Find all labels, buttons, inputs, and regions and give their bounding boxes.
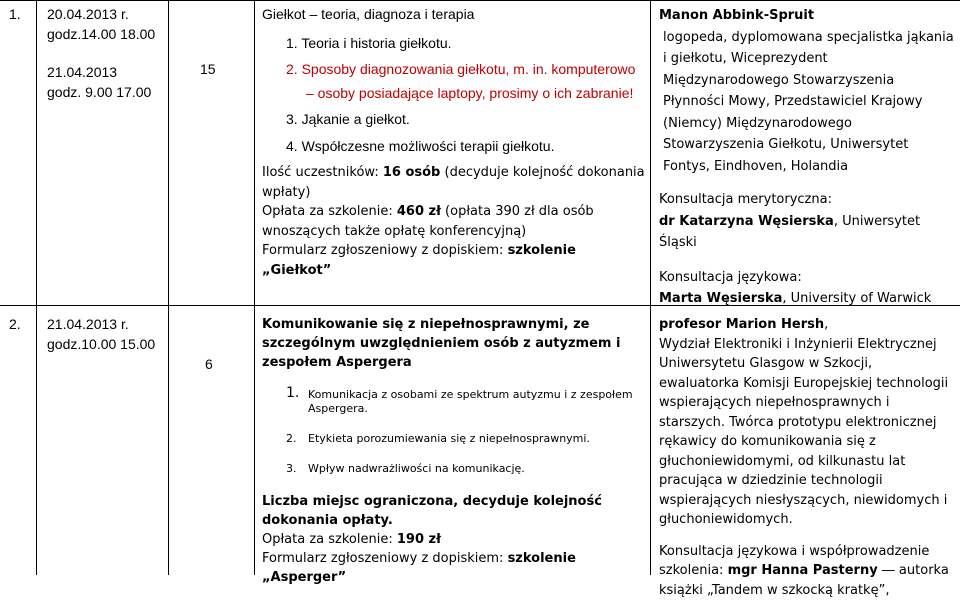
row2-hours: 6 <box>205 355 213 375</box>
row2-date1: 21.04.2013 r. <box>47 315 165 335</box>
row2-consult: Konsultacja językowa i współprowadzenie szkolenia: mgr Hanna Pasterny ― autorka książki „Tandem w szkocką kratkę”, <box>659 542 955 600</box>
row1-lecturer-desc: logopeda, dyplomowana specjalistka jąkania i giełkotu, Wiceprezydent Międzynarodowego Stowarzyszenia Płynności Mowy, Przedstawiciel Krajowy (Niemcy) Międzynarodowego Stowarzyszenia Giełkotu, Uniwersytet Fontys, Eindhoven, Holandia <box>659 27 955 178</box>
row2-title: Komunikowanie się z niepełnosprawnymi, ze szczególnym uwzględnieniem osób z autyzmem i zespołem Aspergera <box>262 315 646 372</box>
row2-fee: Opłata za szkolenie: 190 zł <box>262 530 646 549</box>
row2-topic-2: 2. Etykieta porozumiewania się z niepełnosprawnymi. <box>286 432 646 446</box>
row1-time2: godz. 9.00 17.00 <box>47 83 165 103</box>
row1-consult2-label: Konsultacja językowa: <box>659 267 955 289</box>
row2-limit: Liczba miejsc ograniczona, decyduje kolejność dokonania opłaty. <box>262 492 646 530</box>
row1-lecturer-cell <box>659 5 955 310</box>
row2-course <box>262 315 646 587</box>
row2-dates <box>47 315 165 354</box>
row2-number: 2. <box>9 315 21 335</box>
row1-hours: 15 <box>200 60 216 80</box>
col-border-3 <box>254 0 255 575</box>
row1-time1: godz.14.00 18.00 <box>47 25 165 45</box>
row2-lecturer-name: profesor Marion Hersh <box>659 317 824 332</box>
row1-title: Giełkot – teoria, diagnoza i terapia <box>262 5 646 25</box>
row1-number: 1. <box>9 5 21 25</box>
row2-lecturer: profesor Marion Hersh, <box>659 315 955 335</box>
row2-time1: godz.10.00 15.00 <box>47 335 165 355</box>
row1-participants: Ilość uczestników: 16 osób (decyduje kolejność dokonania wpłaty) <box>262 163 646 202</box>
row1-consult2: Marta Węsierska, University of Warwick <box>659 288 955 310</box>
row2-topic-3: 3. Wpływ nadwrażliwości na komunikację. <box>286 462 646 476</box>
row2-lecturer-desc: Wydział Elektroniki i Inżynierii Elektrycznej Uniwersytetu Glasgow w Szkocji, ewaluatorka Komisji Europejskiej technologii wspierających niepełnosprawnych i starszych. Twórca prototypu elektronicznej rękawicy do komunikowania się z głuchoniewidomymi, od kilkunastu lat pracująca w dziedzinie technologii wspierających niesłyszących, niewidomych i głuchoniewidomych. <box>659 335 955 530</box>
row1-course <box>262 5 646 280</box>
row1-date2: 21.04.2013 <box>47 63 165 83</box>
col-border-2 <box>168 0 169 575</box>
row1-lecturer-name: Manon Abbink-Spruit <box>659 5 955 27</box>
row1-consult1: dr Katarzyna Węsierska, Uniwersytet Śląski <box>659 211 955 254</box>
row1-topic-2: 2. Sposoby diagnozowania giełkotu, m. in. komputerowo <box>286 60 646 80</box>
row1-topic-1: 1. Teoria i historia giełkotu. <box>286 34 646 54</box>
row2-topic-1: 1. Komunikacja z osobami ze spektrum autyzmu i z zespołem Aspergera. <box>286 388 646 416</box>
row1-consult1-label: Konsultacja merytoryczna: <box>659 189 955 211</box>
col-border-4 <box>650 0 651 575</box>
row1-top-border <box>0 0 960 1</box>
row2-lecturer-cell <box>659 315 955 600</box>
row1-topic-3: 3. Jąkanie a giełkot. <box>286 110 646 130</box>
col-border-1 <box>36 0 37 575</box>
row2-form: Formularz zgłoszeniowy z dopiskiem: szkolenie „Asperger” <box>262 549 646 587</box>
row1-form: Formularz zgłoszeniowy z dopiskiem: szkolenie „Giełkot” <box>262 241 646 280</box>
row1-dates <box>47 5 165 102</box>
row1-topic-4: 4. Współczesne możliwości terapii giełkotu. <box>286 137 646 157</box>
row1-date1: 20.04.2013 r. <box>47 5 165 25</box>
row1-topic-2-note: – osoby posiadające laptopy, prosimy o ich zabranie! <box>286 84 646 104</box>
row1-fee: Opłata za szkolenie: 460 zł (opłata 390 zł dla osób wnoszących także opłatę konferencyjną) <box>262 202 646 241</box>
